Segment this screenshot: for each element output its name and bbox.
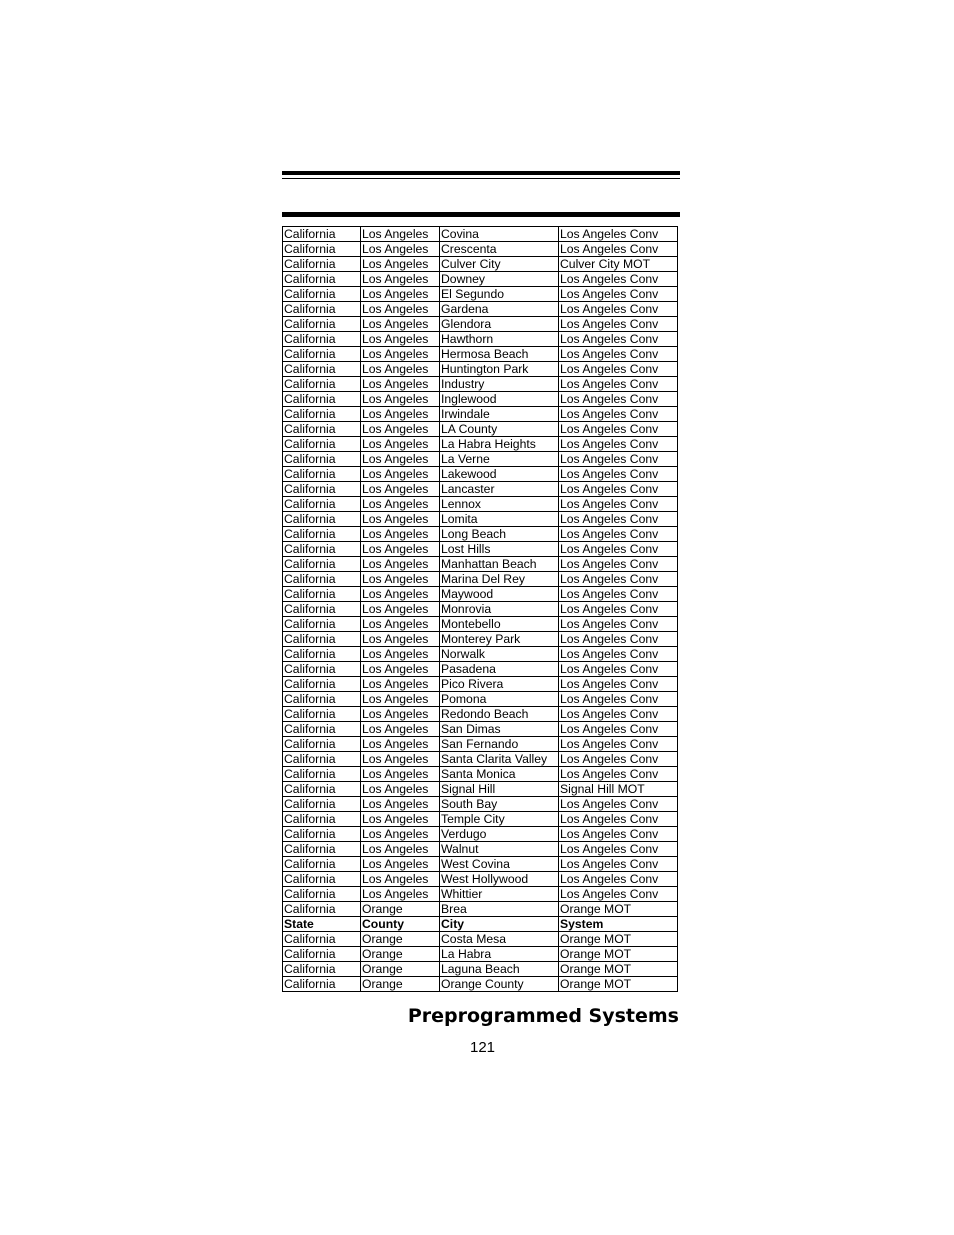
county-cell: Los Angeles [361, 392, 440, 407]
table-row [283, 347, 678, 362]
table-row [283, 452, 678, 467]
county-cell: Los Angeles [361, 407, 440, 422]
table-row [283, 692, 678, 707]
system-cell: Los Angeles Conv [559, 242, 678, 257]
city-cell: Crescenta [440, 242, 559, 257]
state-cell: California [283, 332, 361, 347]
city-cell: Pico Rivera [440, 677, 559, 692]
system-cell: Los Angeles Conv [559, 377, 678, 392]
city-cell: West Hollywood [440, 872, 559, 887]
system-cell: Orange MOT [559, 977, 678, 992]
state-cell: California [283, 812, 361, 827]
state-cell: California [283, 542, 361, 557]
county-cell: Los Angeles [361, 872, 440, 887]
county-cell: County [361, 917, 440, 932]
table-row [283, 392, 678, 407]
city-cell: Whittier [440, 887, 559, 902]
city-cell: Industry [440, 377, 559, 392]
city-cell: Inglewood [440, 392, 559, 407]
table-row [283, 677, 678, 692]
city-cell: Hermosa Beach [440, 347, 559, 362]
table-row [283, 272, 678, 287]
county-cell: Los Angeles [361, 572, 440, 587]
county-cell: Orange [361, 962, 440, 977]
table-row [283, 242, 678, 257]
system-cell: Los Angeles Conv [559, 407, 678, 422]
state-cell: California [283, 842, 361, 857]
system-cell: Los Angeles Conv [559, 602, 678, 617]
state-cell: California [283, 647, 361, 662]
city-cell: Monrovia [440, 602, 559, 617]
system-cell: Los Angeles Conv [559, 527, 678, 542]
system-cell: Los Angeles Conv [559, 347, 678, 362]
table-row [283, 887, 678, 902]
state-cell: California [283, 782, 361, 797]
city-cell: Laguna Beach [440, 962, 559, 977]
table-row [283, 932, 678, 947]
county-cell: Los Angeles [361, 617, 440, 632]
city-cell: City [440, 917, 559, 932]
city-cell: Covina [440, 227, 559, 242]
table-row [283, 827, 678, 842]
table-row [283, 497, 678, 512]
system-cell: Los Angeles Conv [559, 557, 678, 572]
system-cell: Los Angeles Conv [559, 332, 678, 347]
page-number: 121 [470, 1039, 496, 1056]
table-row [283, 617, 678, 632]
table-row [283, 422, 678, 437]
table-row [283, 467, 678, 482]
state-cell: California [283, 677, 361, 692]
system-cell: Los Angeles Conv [559, 572, 678, 587]
table-row [283, 632, 678, 647]
table-row [283, 257, 678, 272]
city-cell: Long Beach [440, 527, 559, 542]
table-row [283, 512, 678, 527]
city-cell: San Dimas [440, 722, 559, 737]
county-cell: Los Angeles [361, 887, 440, 902]
system-cell: Los Angeles Conv [559, 452, 678, 467]
city-cell: Pomona [440, 692, 559, 707]
system-cell: Los Angeles Conv [559, 227, 678, 242]
system-cell: Los Angeles Conv [559, 287, 678, 302]
table-row [283, 707, 678, 722]
county-cell: Los Angeles [361, 377, 440, 392]
city-cell: El Segundo [440, 287, 559, 302]
state-cell: California [283, 572, 361, 587]
state-cell: California [283, 227, 361, 242]
city-cell: Brea [440, 902, 559, 917]
state-cell: California [283, 437, 361, 452]
city-cell: Walnut [440, 842, 559, 857]
state-cell: California [283, 377, 361, 392]
county-cell: Los Angeles [361, 422, 440, 437]
county-cell: Los Angeles [361, 692, 440, 707]
table-row [283, 287, 678, 302]
county-cell: Los Angeles [361, 302, 440, 317]
table-row [283, 962, 678, 977]
city-cell: Marina Del Rey [440, 572, 559, 587]
table-row [283, 602, 678, 617]
section-title: Preprogrammed Systems [407, 1005, 679, 1027]
system-cell: Los Angeles Conv [559, 467, 678, 482]
system-cell: Los Angeles Conv [559, 737, 678, 752]
system-cell: Signal Hill MOT [559, 782, 678, 797]
system-cell: Culver City MOT [559, 257, 678, 272]
city-cell: Hawthorn [440, 332, 559, 347]
state-cell: California [283, 392, 361, 407]
system-cell: Los Angeles Conv [559, 872, 678, 887]
state-cell: California [283, 527, 361, 542]
county-cell: Los Angeles [361, 647, 440, 662]
state-cell: California [283, 767, 361, 782]
table-row [283, 377, 678, 392]
county-cell: Los Angeles [361, 482, 440, 497]
city-cell: Lomita [440, 512, 559, 527]
state-cell: California [283, 887, 361, 902]
state-cell: California [283, 422, 361, 437]
system-cell: System [559, 917, 678, 932]
city-cell: Downey [440, 272, 559, 287]
state-cell: California [283, 707, 361, 722]
city-cell: Temple City [440, 812, 559, 827]
city-cell: La Habra [440, 947, 559, 962]
system-cell: Los Angeles Conv [559, 512, 678, 527]
city-cell: Maywood [440, 587, 559, 602]
city-cell: Signal Hill [440, 782, 559, 797]
county-cell: Los Angeles [361, 557, 440, 572]
county-cell: Orange [361, 947, 440, 962]
county-cell: Los Angeles [361, 752, 440, 767]
table-row [283, 977, 678, 992]
county-cell: Los Angeles [361, 452, 440, 467]
county-cell: Los Angeles [361, 467, 440, 482]
city-cell: La Verne [440, 452, 559, 467]
city-cell: Lancaster [440, 482, 559, 497]
state-cell: California [283, 302, 361, 317]
county-cell: Los Angeles [361, 512, 440, 527]
city-cell: Lost Hills [440, 542, 559, 557]
state-cell: California [283, 872, 361, 887]
city-cell: Manhattan Beach [440, 557, 559, 572]
system-cell: Orange MOT [559, 962, 678, 977]
system-cell: Los Angeles Conv [559, 812, 678, 827]
city-cell: Gardena [440, 302, 559, 317]
system-cell: Los Angeles Conv [559, 767, 678, 782]
table-row [283, 782, 678, 797]
table-row [283, 482, 678, 497]
state-cell: California [283, 737, 361, 752]
county-cell: Los Angeles [361, 362, 440, 377]
county-cell: Orange [361, 977, 440, 992]
county-cell: Los Angeles [361, 437, 440, 452]
table-row [283, 752, 678, 767]
county-cell: Los Angeles [361, 722, 440, 737]
system-cell: Los Angeles Conv [559, 692, 678, 707]
state-cell: California [283, 632, 361, 647]
system-cell: Los Angeles Conv [559, 647, 678, 662]
state-cell: California [283, 932, 361, 947]
system-cell: Los Angeles Conv [559, 857, 678, 872]
table-header-row [283, 917, 678, 932]
table-row [283, 437, 678, 452]
table-row [283, 572, 678, 587]
table-row [283, 722, 678, 737]
system-cell: Los Angeles Conv [559, 302, 678, 317]
state-cell: California [283, 467, 361, 482]
city-cell: Norwalk [440, 647, 559, 662]
table-row [283, 812, 678, 827]
state-cell: California [283, 962, 361, 977]
state-cell: California [283, 482, 361, 497]
system-cell: Los Angeles Conv [559, 272, 678, 287]
state-cell: California [283, 242, 361, 257]
county-cell: Los Angeles [361, 827, 440, 842]
state-cell: California [283, 617, 361, 632]
system-cell: Los Angeles Conv [559, 842, 678, 857]
table-row [283, 302, 678, 317]
state-cell: California [283, 602, 361, 617]
county-cell: Los Angeles [361, 317, 440, 332]
table-row [283, 227, 678, 242]
state-cell: California [283, 362, 361, 377]
county-cell: Los Angeles [361, 797, 440, 812]
system-cell: Los Angeles Conv [559, 422, 678, 437]
state-cell: California [283, 752, 361, 767]
table-row [283, 527, 678, 542]
system-cell: Los Angeles Conv [559, 497, 678, 512]
table-row [283, 362, 678, 377]
state-cell: California [283, 512, 361, 527]
county-cell: Los Angeles [361, 662, 440, 677]
county-cell: Orange [361, 902, 440, 917]
table-row [283, 407, 678, 422]
county-cell: Los Angeles [361, 527, 440, 542]
county-cell: Los Angeles [361, 632, 440, 647]
system-cell: Los Angeles Conv [559, 632, 678, 647]
table-row [283, 317, 678, 332]
county-cell: Los Angeles [361, 257, 440, 272]
table-row [283, 737, 678, 752]
county-cell: Los Angeles [361, 272, 440, 287]
county-cell: Los Angeles [361, 842, 440, 857]
system-cell: Los Angeles Conv [559, 722, 678, 737]
county-cell: Los Angeles [361, 242, 440, 257]
table-row [283, 647, 678, 662]
table-row [283, 947, 678, 962]
state-cell: California [283, 587, 361, 602]
system-cell: Los Angeles Conv [559, 752, 678, 767]
table-body [283, 227, 678, 992]
city-cell: Huntington Park [440, 362, 559, 377]
city-cell: Glendora [440, 317, 559, 332]
state-cell: California [283, 452, 361, 467]
city-cell: West Covina [440, 857, 559, 872]
table-row [283, 332, 678, 347]
system-cell: Los Angeles Conv [559, 317, 678, 332]
state-cell: California [283, 497, 361, 512]
city-cell: Irwindale [440, 407, 559, 422]
state-cell: California [283, 857, 361, 872]
system-cell: Los Angeles Conv [559, 827, 678, 842]
city-cell: Lennox [440, 497, 559, 512]
table-row [283, 662, 678, 677]
system-cell: Los Angeles Conv [559, 482, 678, 497]
county-cell: Los Angeles [361, 227, 440, 242]
city-cell: Redondo Beach [440, 707, 559, 722]
system-cell: Los Angeles Conv [559, 392, 678, 407]
system-cell: Los Angeles Conv [559, 542, 678, 557]
city-cell: Costa Mesa [440, 932, 559, 947]
state-cell: California [283, 827, 361, 842]
state-cell: State [283, 917, 361, 932]
system-cell: Orange MOT [559, 932, 678, 947]
city-cell: Verdugo [440, 827, 559, 842]
state-cell: California [283, 662, 361, 677]
table-row [283, 587, 678, 602]
city-cell: Montebello [440, 617, 559, 632]
state-cell: California [283, 347, 361, 362]
county-cell: Orange [361, 932, 440, 947]
state-cell: California [283, 692, 361, 707]
state-cell: California [283, 317, 361, 332]
city-cell: Santa Monica [440, 767, 559, 782]
top-rule-thick [282, 171, 680, 175]
county-cell: Los Angeles [361, 767, 440, 782]
county-cell: Los Angeles [361, 587, 440, 602]
state-cell: California [283, 557, 361, 572]
state-cell: California [283, 287, 361, 302]
county-cell: Los Angeles [361, 677, 440, 692]
table-row [283, 542, 678, 557]
system-cell: Los Angeles Conv [559, 797, 678, 812]
preprogrammed-systems-table [282, 226, 678, 992]
city-cell: South Bay [440, 797, 559, 812]
state-cell: California [283, 797, 361, 812]
city-cell: La Habra Heights [440, 437, 559, 452]
top-rule-thin [282, 178, 680, 179]
system-cell: Los Angeles Conv [559, 677, 678, 692]
county-cell: Los Angeles [361, 347, 440, 362]
system-cell: Los Angeles Conv [559, 707, 678, 722]
system-cell: Los Angeles Conv [559, 362, 678, 377]
state-cell: California [283, 902, 361, 917]
county-cell: Los Angeles [361, 707, 440, 722]
table-row [283, 872, 678, 887]
table-row [283, 557, 678, 572]
table-row [283, 842, 678, 857]
table-top-rule [282, 212, 680, 217]
state-cell: California [283, 977, 361, 992]
system-cell: Los Angeles Conv [559, 887, 678, 902]
system-cell: Orange MOT [559, 947, 678, 962]
county-cell: Los Angeles [361, 782, 440, 797]
table-row [283, 857, 678, 872]
state-cell: California [283, 722, 361, 737]
city-cell: Monterey Park [440, 632, 559, 647]
county-cell: Los Angeles [361, 287, 440, 302]
city-cell: Orange County [440, 977, 559, 992]
county-cell: Los Angeles [361, 602, 440, 617]
state-cell: California [283, 407, 361, 422]
state-cell: California [283, 257, 361, 272]
table-row [283, 767, 678, 782]
table-row [283, 797, 678, 812]
county-cell: Los Angeles [361, 857, 440, 872]
county-cell: Los Angeles [361, 542, 440, 557]
state-cell: California [283, 947, 361, 962]
system-cell: Orange MOT [559, 902, 678, 917]
city-cell: San Fernando [440, 737, 559, 752]
city-cell: Santa Clarita Valley [440, 752, 559, 767]
county-cell: Los Angeles [361, 812, 440, 827]
system-cell: Los Angeles Conv [559, 437, 678, 452]
state-cell: California [283, 272, 361, 287]
system-cell: Los Angeles Conv [559, 587, 678, 602]
city-cell: Pasadena [440, 662, 559, 677]
county-cell: Los Angeles [361, 332, 440, 347]
system-cell: Los Angeles Conv [559, 617, 678, 632]
system-cell: Los Angeles Conv [559, 662, 678, 677]
city-cell: Culver City [440, 257, 559, 272]
county-cell: Los Angeles [361, 497, 440, 512]
city-cell: Lakewood [440, 467, 559, 482]
county-cell: Los Angeles [361, 737, 440, 752]
table-row [283, 902, 678, 917]
city-cell: LA County [440, 422, 559, 437]
